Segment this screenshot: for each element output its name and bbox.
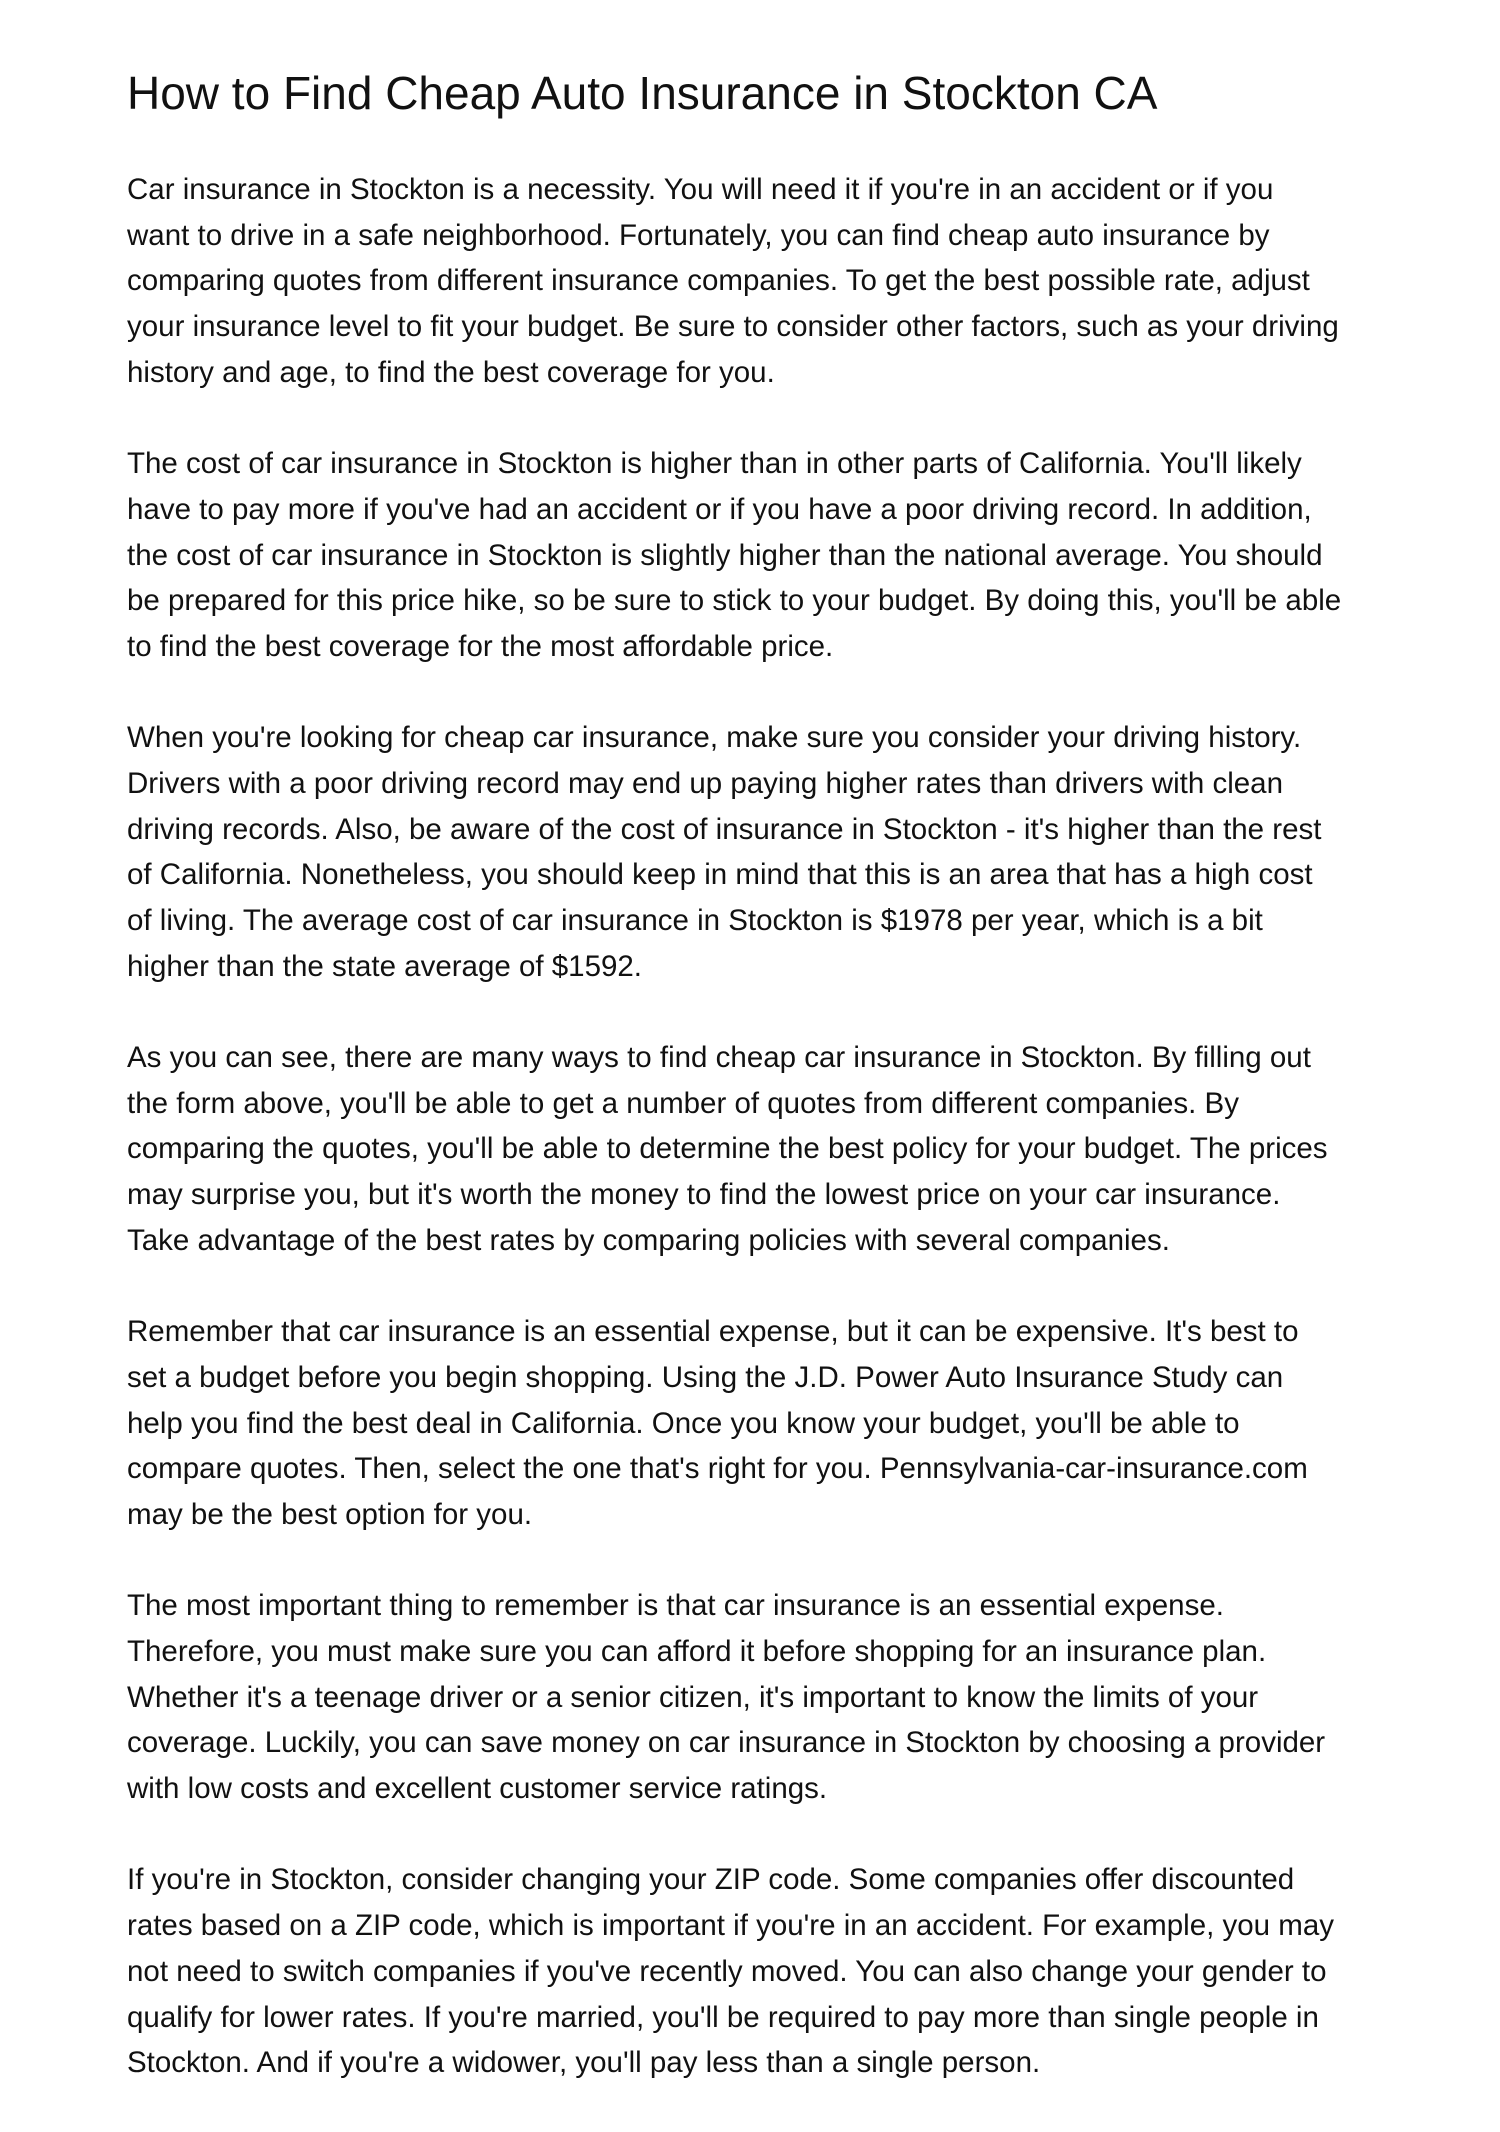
paragraph-line: comparing the quotes, you'll be able to determine the best policy for your budget. The prices (127, 1132, 1328, 1166)
paragraph-line: As you can see, there are many ways to find cheap car insurance in Stockton. By filling out (127, 1041, 1311, 1075)
paragraph-line: The most important thing to remember is that car insurance is an essential expense. (127, 1589, 1224, 1623)
paragraph-line: When you're looking for cheap car insurance, make sure you consider your driving history. (127, 721, 1302, 755)
paragraph-line: If you're in Stockton, consider changing your ZIP code. Some companies offer discounted (127, 1863, 1295, 1897)
paragraph-line: Therefore, you must make sure you can afford it before shopping for an insurance plan. (127, 1635, 1267, 1668)
paragraph-line: the cost of car insurance in Stockton is slightly higher than the national average. You should (127, 538, 1323, 572)
paragraph (127, 1035, 1427, 1263)
paragraph-line: Drivers with a poor driving record may end up paying higher rates than drivers with clean (127, 766, 1283, 800)
paragraph-line: want to drive in a safe neighborhood. Fortunately, you can find cheap auto insurance by (127, 218, 1270, 252)
page-title: How to Find Cheap Auto Insurance in Stockton CA (127, 67, 1158, 119)
paragraph-line: may be the best option for you. (127, 1497, 533, 1531)
paragraph-line: The cost of car insurance in Stockton is higher than in other parts of California. You'll likely (127, 447, 1302, 481)
paragraph (127, 167, 1427, 395)
paragraph-line: have to pay more if you've had an accident or if you have a poor driving record. In addition, (127, 492, 1312, 526)
paragraph-line: qualify for lower rates. If you're married, you'll be required to pay more than single people in (127, 2000, 1319, 2034)
paragraph-line: of California. Nonetheless, you should keep in mind that this is an area that has a high cost (127, 858, 1313, 892)
paragraph-line: driving records. Also, be aware of the cost of insurance in Stockton - it's higher than the rest (127, 812, 1322, 846)
paragraph-line: history and age, to find the best coverage for you. (127, 355, 775, 389)
paragraph-line: coverage. Luckily, you can save money on car insurance in Stockton by choosing a provider (127, 1726, 1326, 1760)
paragraph (127, 1583, 1427, 1811)
paragraph-line: Whether it's a teenage driver or a senior citizen, it's important to know the limits of your (127, 1680, 1259, 1714)
paragraph-line: be prepared for this price hike, so be sure to stick to your budget. By doing this, you'll be able (127, 584, 1342, 618)
paragraph-line: Stockton. And if you're a widower, you'll pay less than a single person. (127, 2046, 1041, 2080)
paragraph (127, 1309, 1427, 1537)
article-body (127, 167, 1427, 2132)
paragraph-line: Take advantage of the best rates by comparing policies with several companies. (127, 1223, 1170, 1257)
paragraph-line: of living. The average cost of car insurance in Stockton is $1978 per year, which is a bit (127, 904, 1263, 937)
paragraph-line: Car insurance in Stockton is a necessity. You will need it if you're in an accident or if you (127, 173, 1274, 206)
paragraph-line: comparing quotes from different insurance companies. To get the best possible rate, adjust (127, 264, 1310, 298)
paragraph-line: not need to switch companies if you've recently moved. You can also change your gender to (127, 1954, 1327, 1988)
paragraph-line: compare quotes. Then, select the one that's right for you. Pennsylvania-car-insurance.com (127, 1452, 1308, 1486)
paragraph (127, 441, 1427, 669)
paragraph-line: the form above, you'll be able to get a number of quotes from different companies. By (127, 1086, 1239, 1120)
paragraph (127, 715, 1427, 989)
paragraph-line: to find the best coverage for the most affordable price. (127, 629, 834, 663)
paragraph-line: with low costs and excellent customer service ratings. (127, 1772, 828, 1806)
paragraph (127, 1857, 1427, 2085)
paragraph-line: help you find the best deal in California. Once you know your budget, you'll be able to (127, 1406, 1240, 1440)
paragraph-line: rates based on a ZIP code, which is important if you're in an accident. For example, you may (127, 1909, 1334, 1943)
paragraph-line: Remember that car insurance is an essential expense, but it can be expensive. It's best to (127, 1315, 1299, 1349)
paragraph-line: higher than the state average of $1592. (127, 949, 642, 983)
paragraph-line: your insurance level to fit your budget. Be sure to consider other factors, such as your driving (127, 310, 1339, 344)
paragraph-line: set a budget before you begin shopping. Using the J.D. Power Auto Insurance Study can (127, 1360, 1284, 1394)
paragraph-line: may surprise you, but it's worth the money to find the lowest price on your car insurance. (127, 1178, 1281, 1212)
